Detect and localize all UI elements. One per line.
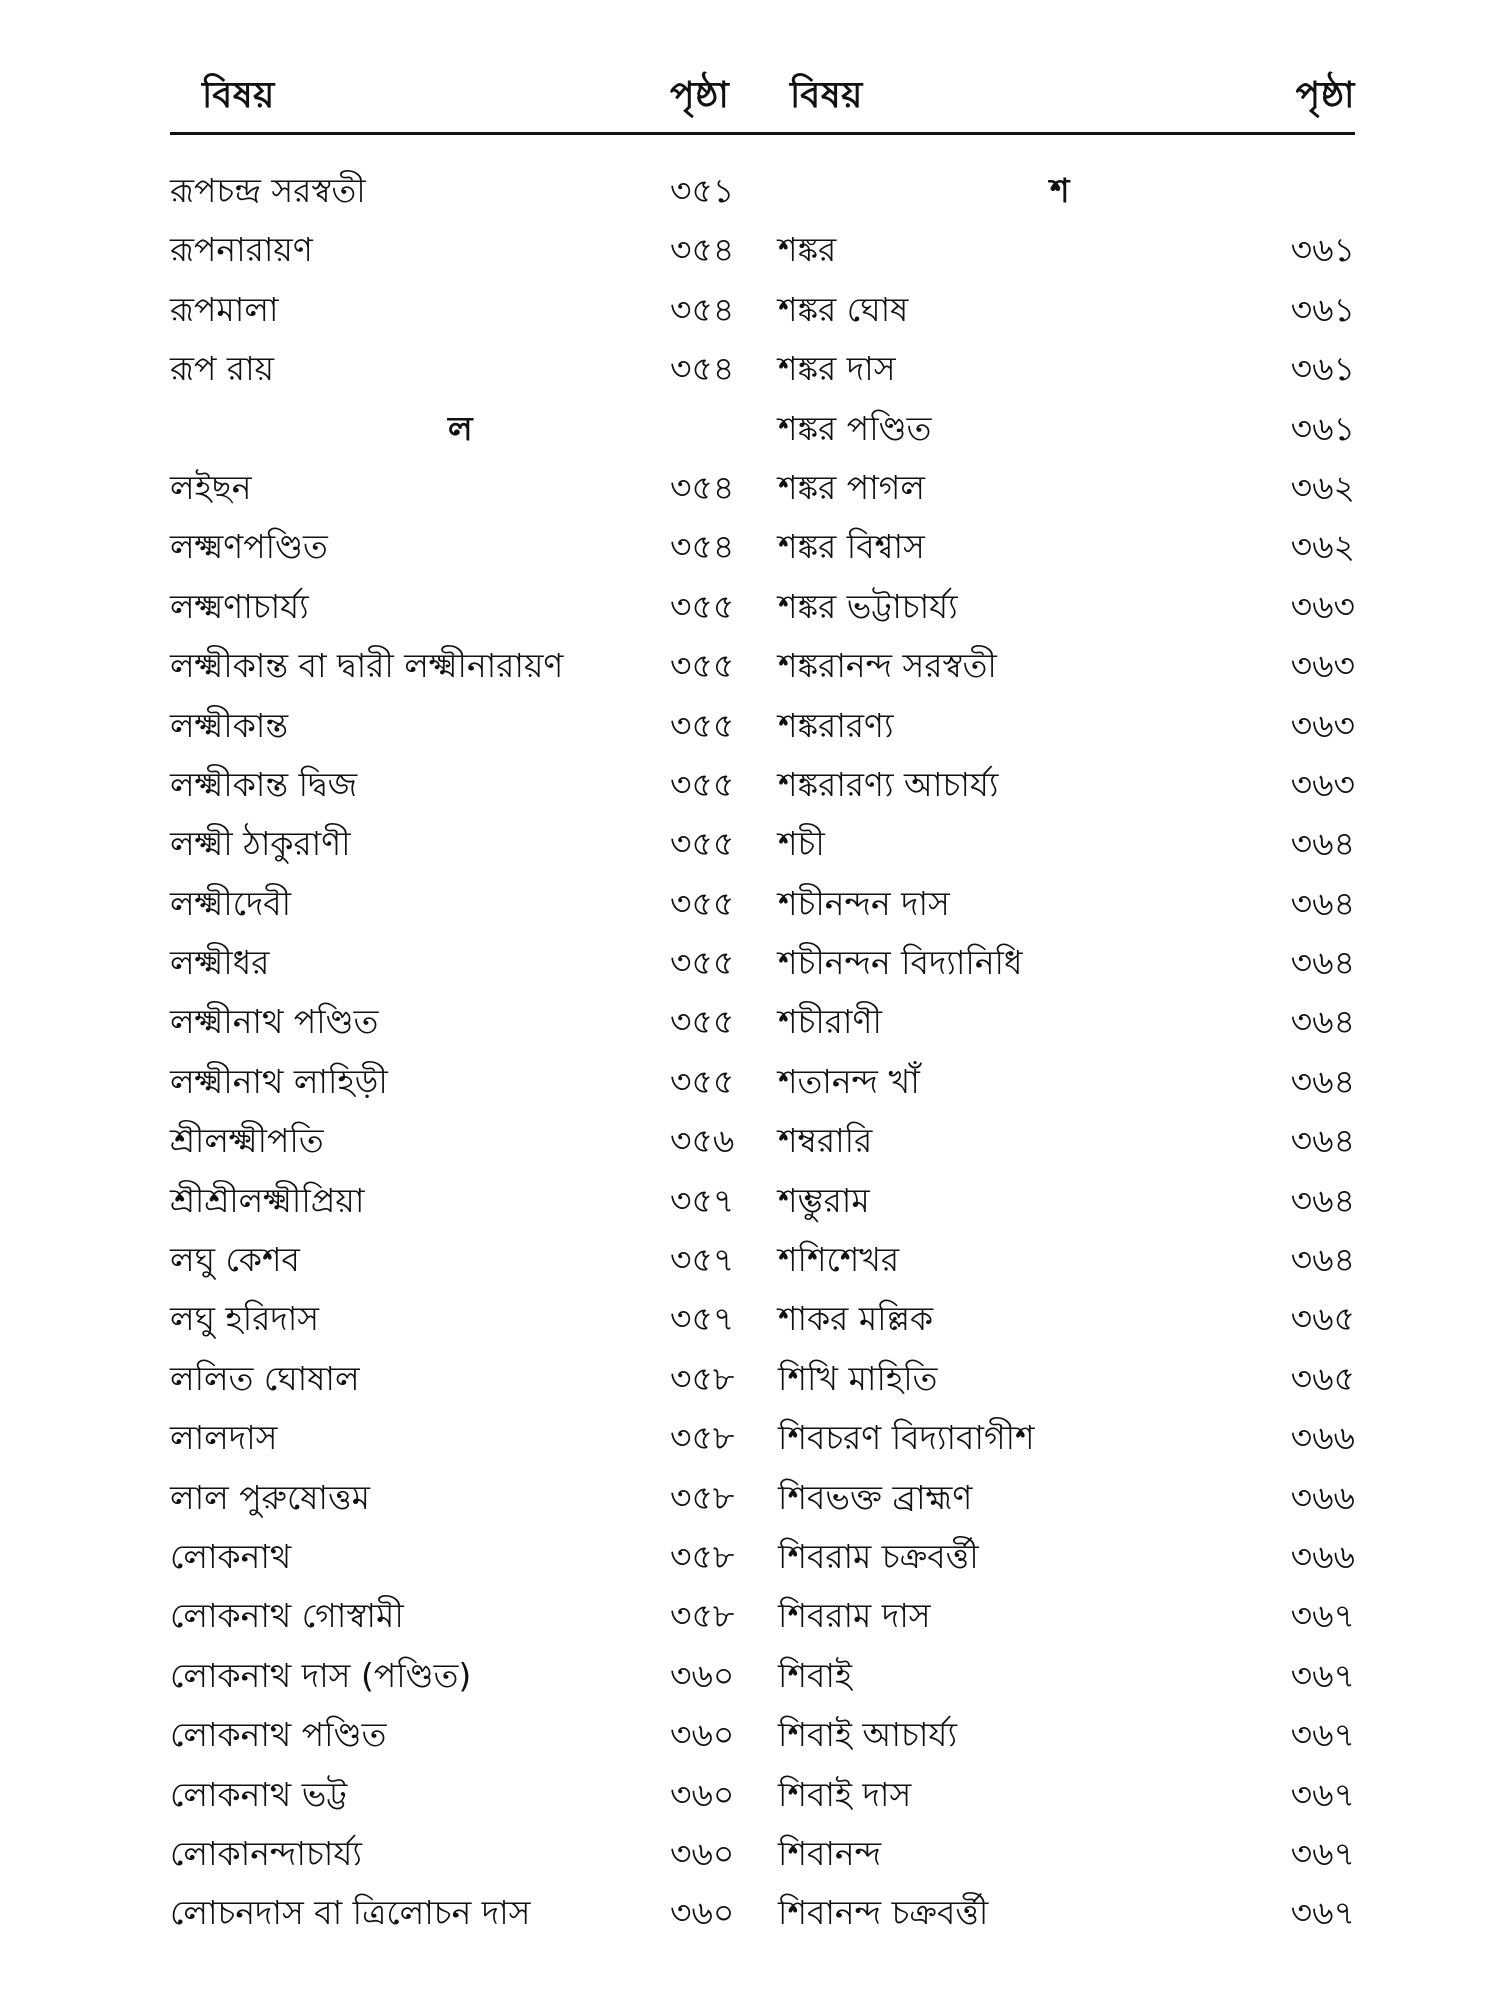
left-subject: লঘু হরিদাস [170, 1299, 320, 1339]
left-page-number: ৩৫৮ [670, 1596, 735, 1636]
index-row [170, 1406, 1355, 1465]
right-page-number: ৩৬৭ [1290, 1715, 1355, 1755]
index-row [170, 515, 1355, 574]
left-subject: লোকানন্দাচার্য্য [170, 1833, 362, 1873]
left-subject: শ্রীশ্রীলক্ষ্মীপ্রিয়া [170, 1180, 365, 1220]
left-page-number: ৩৫৪ [670, 289, 735, 329]
left-subject: লক্ষ্মীনাথ পণ্ডিত [170, 1002, 379, 1042]
right-page-number: ৩৬৭ [1290, 1893, 1355, 1933]
right-page-number: ৩৬৭ [1290, 1774, 1355, 1814]
right-page-number: ৩৬৩ [1290, 764, 1355, 804]
right-subject: শম্ভুরাম [778, 1180, 870, 1220]
right-subject: শঙ্কর পাগল [778, 467, 925, 507]
left-page-number: ৩৬০ [670, 1715, 735, 1755]
left-subject: ললিত ঘোষাল [170, 1358, 360, 1398]
index-row [170, 1703, 1355, 1762]
index-row [170, 1584, 1355, 1643]
left-subject: লক্ষ্মীনাথ লাহিড়ী [170, 1061, 388, 1101]
left-subject: লক্ষ্মণপণ্ডিত [170, 527, 328, 567]
left-subject: লোকনাথ পণ্ডিত [170, 1715, 387, 1755]
index-row [170, 812, 1355, 871]
right-subject: শঙ্কর দাস [778, 349, 896, 389]
left-subject: রূপনারায়ণ [170, 230, 313, 270]
left-section-letter: ল [448, 408, 473, 448]
left-page-number: ৩৫৮ [670, 1477, 735, 1517]
left-page-number: ৩৫৫ [670, 1061, 735, 1101]
right-page-number: ৩৬১ [1290, 289, 1355, 329]
right-page-number: ৩৬৪ [1290, 1061, 1355, 1101]
right-subject: শঙ্করানন্দ সরস্বতী [778, 646, 997, 686]
left-page-number: ৩৫৫ [670, 646, 735, 686]
left-subject: লঘু কেশব [170, 1240, 300, 1280]
left-subject: লোকনাথ গোস্বামী [170, 1596, 404, 1636]
right-subject: শচীরাণী [778, 1002, 882, 1042]
left-subject: লোকনাথ দাস (পণ্ডিত) [170, 1655, 472, 1695]
right-subject: শঙ্কর পণ্ডিত [778, 408, 932, 448]
right-page-number: ৩৬৬ [1290, 1477, 1355, 1517]
right-subject: শঙ্কর ভট্টাচার্য্য [778, 586, 958, 626]
right-page-number: ৩৬১ [1290, 349, 1355, 389]
right-subject: শিবাই [778, 1655, 853, 1695]
index-row [170, 1347, 1355, 1406]
left-page-number: ৩৫৪ [670, 349, 735, 389]
left-subject: লক্ষ্মীকান্ত দ্বিজ [170, 764, 358, 804]
index-row [170, 694, 1355, 753]
left-page-number: ৩৬০ [670, 1833, 735, 1873]
right-subject: শঙ্কর [778, 230, 837, 270]
right-subject: শাকর মল্লিক [778, 1299, 934, 1339]
right-subject: শিবানন্দ [778, 1833, 882, 1873]
left-subject: লক্ষ্মীকান্ত [170, 705, 289, 745]
left-subject: রূপচন্দ্র সরস্বতী [170, 171, 366, 210]
index-row [170, 1228, 1355, 1287]
left-subject: রূপ রায় [170, 349, 275, 389]
index-row [170, 1763, 1355, 1822]
right-page-number: ৩৬৫ [1290, 1299, 1355, 1339]
right-page-number: ৩৬৪ [1290, 1240, 1355, 1280]
index-row [170, 990, 1355, 1049]
right-subject: শিবাই দাস [778, 1774, 912, 1814]
right-subject: শিখি মাহিতি [778, 1358, 938, 1398]
index-row [170, 337, 1355, 396]
left-page-number: ৩৫৭ [670, 1299, 735, 1339]
index-row [170, 1525, 1355, 1584]
left-page-number: ৩৫৭ [670, 1240, 735, 1280]
index-row [170, 1822, 1355, 1881]
right-page-number: ৩৬৬ [1290, 1536, 1355, 1576]
index-row [170, 575, 1355, 634]
left-page-number: ৩৫৪ [670, 230, 735, 270]
right-subject: শম্বরারি [778, 1121, 873, 1161]
header-subject-left: বিষয় [202, 75, 275, 116]
index-row [170, 634, 1355, 693]
index-row [170, 1109, 1355, 1168]
right-subject: শিবভক্ত ব্রাহ্মণ [778, 1477, 973, 1517]
index-row [170, 872, 1355, 931]
index-row [170, 1644, 1355, 1703]
header-rule [170, 132, 1355, 135]
left-page-number: ৩৫৫ [670, 1002, 735, 1042]
index-row [170, 753, 1355, 812]
left-page-number: ৩৫৬ [670, 1121, 735, 1161]
index-row [170, 456, 1355, 515]
right-page-number: ৩৬৪ [1290, 943, 1355, 983]
right-page-number: ৩৬৩ [1290, 646, 1355, 686]
left-page-number: ৩৫৮ [670, 1358, 735, 1398]
table-header [170, 60, 1355, 134]
right-subject: শচীনন্দন দাস [778, 883, 950, 923]
right-subject: শিবরাম চক্রবর্ত্তী [778, 1536, 979, 1576]
left-subject: লক্ষ্মীকান্ত বা দ্বারী লক্ষ্মীনারায়ণ [170, 646, 564, 686]
index-row [170, 1466, 1355, 1525]
right-page-number: ৩৬৭ [1290, 1833, 1355, 1873]
left-page-number: ৩৫৮ [670, 1418, 735, 1458]
index-row [170, 1881, 1355, 1940]
right-page-number: ৩৬৩ [1290, 705, 1355, 745]
right-page-number: ৩৬৪ [1290, 1002, 1355, 1042]
right-subject: শচীনন্দন বিদ্যানিধি [778, 943, 1023, 983]
left-subject: লালদাস [170, 1418, 278, 1458]
right-page-number: ৩৬৪ [1290, 1180, 1355, 1220]
index-row [170, 1169, 1355, 1228]
right-subject: শঙ্করারণ্য আচার্য্য [778, 764, 999, 804]
left-page-number: ৩৬০ [670, 1893, 735, 1933]
right-subject: শঙ্কর ঘোষ [778, 289, 909, 329]
left-subject: শ্রীলক্ষ্মীপতি [170, 1121, 324, 1161]
right-page-number: ৩৬৭ [1290, 1655, 1355, 1695]
right-subject: শিবচরণ বিদ্যাবাগীশ [778, 1418, 1035, 1458]
right-page-number: ৩৬৪ [1290, 883, 1355, 923]
left-page-number: ৩৬০ [670, 1774, 735, 1814]
right-page-number: ৩৬৩ [1290, 586, 1355, 626]
right-subject: শশিশেখর [778, 1240, 900, 1280]
left-page-number: ৩৫৫ [670, 764, 735, 804]
left-subject: লোকনাথ [170, 1536, 292, 1576]
index-row [170, 278, 1355, 337]
left-subject: লক্ষ্মণাচার্য্য [170, 586, 309, 626]
index-row [170, 1050, 1355, 1109]
index-row [170, 218, 1355, 277]
left-subject: লক্ষ্মীদেবী [170, 883, 292, 923]
left-page-number: ৩৫৫ [670, 943, 735, 983]
right-page-number: ৩৬১ [1290, 230, 1355, 270]
right-section-letter: শ [1050, 171, 1070, 210]
right-subject: শিবাই আচার্য্য [778, 1715, 958, 1755]
left-page-number: ৩৫৫ [670, 586, 735, 626]
left-subject: লক্ষ্মীধর [170, 943, 270, 983]
right-subject: শিবরাম দাস [778, 1596, 931, 1636]
right-page-number: ৩৬৪ [1290, 1121, 1355, 1161]
header-page-left: পৃষ্ঠা [670, 75, 730, 116]
left-subject: লাল পুরুষোত্তম [170, 1477, 370, 1517]
left-page-number: ৩৫৫ [670, 883, 735, 923]
right-page-number: ৩৬২ [1290, 467, 1355, 507]
left-subject: রূপমালা [170, 289, 279, 329]
left-page-number: ৩৫৫ [670, 824, 735, 864]
right-subject: শতানন্দ খাঁ [778, 1061, 920, 1101]
header-page-right: পৃষ্ঠা [1295, 75, 1355, 116]
index-rows [170, 159, 1355, 1941]
left-subject: লোকনাথ ভট্ট [170, 1774, 348, 1814]
right-subject: শচী [778, 824, 825, 864]
index-row [170, 159, 1355, 218]
left-page-number: ৩৫৮ [670, 1536, 735, 1576]
left-subject: লক্ষ্মী ঠাকুরাণী [170, 824, 351, 864]
right-page-number: ৩৬২ [1290, 527, 1355, 567]
index-row [170, 397, 1355, 456]
right-page-number: ৩৬১ [1290, 408, 1355, 448]
index-row [170, 1287, 1355, 1346]
left-page-number: ৩৫১ [670, 171, 735, 210]
left-page-number: ৩৫৫ [670, 705, 735, 745]
right-page-number: ৩৬৬ [1290, 1418, 1355, 1458]
left-page-number: ৩৫৭ [670, 1180, 735, 1220]
right-page-number: ৩৬৪ [1290, 824, 1355, 864]
left-page-number: ৩৫৪ [670, 467, 735, 507]
left-page-number: ৩৬০ [670, 1655, 735, 1695]
right-subject: শিবানন্দ চক্রবর্ত্তী [778, 1893, 989, 1933]
right-page-number: ৩৬৭ [1290, 1596, 1355, 1636]
index-row [170, 931, 1355, 990]
left-page-number: ৩৫৪ [670, 527, 735, 567]
left-subject: লইছন [170, 467, 252, 507]
left-subject: লোচনদাস বা ত্রিলোচন দাস [170, 1893, 531, 1933]
right-subject: শঙ্কর বিশ্বাস [778, 527, 925, 567]
right-page-number: ৩৬৫ [1290, 1358, 1355, 1398]
right-subject: শঙ্করারণ্য [778, 705, 894, 745]
header-subject-right: বিষয় [790, 75, 863, 116]
